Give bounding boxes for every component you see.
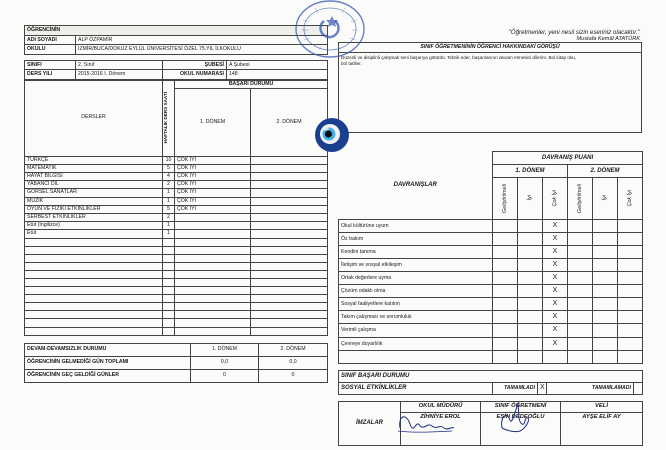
lesson-hours: 2: [163, 181, 175, 189]
teacher-name: ESİN DEDEOĞLU: [481, 412, 561, 445]
lesson-hours: [163, 311, 175, 319]
lesson-term1-grade: [175, 303, 251, 311]
right-page: [338, 25, 642, 430]
lesson-row: [25, 327, 328, 335]
behavior-mark-cell: X: [543, 298, 568, 311]
behavior-name: Takım çalışması ve sorumluluk: [339, 311, 493, 324]
behavior-level-header: [618, 177, 643, 219]
behavior-empty-cell: [518, 350, 543, 363]
not-completed-label: TAMAMLAMADI: [547, 382, 634, 394]
behavior-empty-cell: [593, 350, 618, 363]
behavior-term1: 1. DÖNEM: [493, 164, 568, 177]
lesson-name: MÜZİK: [25, 197, 163, 205]
quote-text: "Öğretmenler, yeni nesil sizin eseriniz olacaktır.": [508, 29, 640, 36]
lesson-hours: [163, 238, 175, 246]
behavior-mark-cell: [518, 258, 543, 271]
lesson-term2-grade: [251, 189, 328, 197]
behavior-row: [339, 324, 643, 337]
behavior-row: [339, 298, 643, 311]
behavior-mark-cell: [568, 272, 593, 285]
completed-label: TAMAMLADI: [493, 382, 538, 394]
lesson-term1-grade: [175, 222, 251, 230]
behavior-empty-cell: [618, 350, 643, 363]
lesson-term2-grade: [251, 222, 328, 230]
school-value: İZMİR/BUCA/DOKUZ EYLÜL ÜNİVERSİTESİ ÖZEL 75.YIL İLKOKULU: [76, 45, 328, 55]
behavior-name: Sosyal faaliyetlere katılım: [339, 298, 493, 311]
behavior-name: Verimli çalışma: [339, 324, 493, 337]
lesson-name: [25, 262, 163, 270]
lesson-row: [25, 164, 328, 172]
lesson-hours: [163, 262, 175, 270]
behavior-label: DAVRANIŞLAR: [393, 181, 437, 188]
behavior-row: [339, 245, 643, 258]
behavior-empty-cell: [339, 350, 493, 363]
lesson-term1-grade: [175, 319, 251, 327]
completed-checkbox[interactable]: X: [538, 382, 547, 394]
name-label: ADI SOYADI: [25, 35, 76, 45]
behavior-name: Öz bakım: [339, 232, 493, 245]
lesson-hours: [163, 279, 175, 287]
lesson-term1-grade: [175, 270, 251, 278]
evil-eye-bead-icon: [314, 117, 350, 153]
lesson-hours: 1: [163, 222, 175, 230]
lesson-name: [25, 279, 163, 287]
behavior-mark-cell: X: [543, 232, 568, 245]
behavior-mark-cell: [493, 258, 518, 271]
lesson-term1-grade: [175, 246, 251, 254]
behavior-level-label: Çok İyi: [551, 189, 558, 207]
behavior-level-header: [593, 177, 618, 219]
lesson-row: [25, 238, 328, 246]
behavior-mark-cell: [618, 285, 643, 298]
behavior-mark-cell: [593, 219, 618, 232]
lesson-term2-grade: [251, 205, 328, 213]
ataturk-quote: [478, 29, 640, 43]
lesson-term1-grade: [175, 327, 251, 335]
lesson-term2-grade: [251, 172, 328, 180]
lesson-term2-grade: [251, 303, 328, 311]
lesson-term2-grade: [251, 279, 328, 287]
behavior-row: [339, 311, 643, 324]
behavior-mark-cell: [568, 245, 593, 258]
lesson-term2-grade: [251, 287, 328, 295]
behavior-name: İletişim ve sosyal etkileşim: [339, 258, 493, 271]
lesson-name: TÜRKÇE: [25, 156, 163, 164]
principal-title: OKUL MÜDÜRÜ: [401, 401, 481, 412]
class-value: 2. Sınıf: [76, 60, 163, 70]
lesson-row: [25, 222, 328, 230]
lesson-row: [25, 230, 328, 238]
lesson-term1-grade: ÇOK İYİ: [175, 172, 251, 180]
behavior-term2: 2. DÖNEM: [568, 164, 643, 177]
behavior-name: Çevreye duyarlılık: [339, 337, 493, 350]
behavior-name: Çözüm odaklı olma: [339, 285, 493, 298]
branch-value: A Şubesi: [227, 60, 328, 70]
left-page: [24, 25, 327, 430]
behavior-mark-cell: [518, 232, 543, 245]
student-info-table: [24, 25, 328, 80]
class-success-table: [338, 370, 643, 395]
lesson-name: [25, 238, 163, 246]
lesson-row: [25, 246, 328, 254]
behavior-mark-cell: [493, 245, 518, 258]
lesson-name: GÖRSEL SANATLAR: [25, 189, 163, 197]
lesson-hours: [163, 319, 175, 327]
lesson-name: [25, 319, 163, 327]
lesson-term1-grade: [175, 254, 251, 262]
behavior-mark-cell: [568, 311, 593, 324]
behavior-mark-cell: [593, 272, 618, 285]
behavior-mark-cell: [568, 232, 593, 245]
lesson-term1-grade: [175, 295, 251, 303]
behavior-mark-cell: [518, 337, 543, 350]
behavior-mark-cell: [518, 272, 543, 285]
opinion-table: [338, 42, 642, 133]
lesson-name: YABANCI DİL: [25, 181, 163, 189]
school-label: OKULU: [25, 45, 76, 55]
lesson-row: [25, 213, 328, 221]
behavior-mark-cell: [618, 232, 643, 245]
behavior-row: [339, 258, 643, 271]
lesson-row: [25, 156, 328, 164]
behavior-mark-cell: X: [543, 258, 568, 271]
opinion-title: SINIF ÖĞRETMENİNİN ÖĞRENCİ HAKKINDAKİ GÖRÜŞÜ: [339, 43, 642, 53]
quote-author: Mustafa Kemâl ATATÜRK: [576, 36, 640, 42]
behavior-mark-cell: [593, 285, 618, 298]
term2-header: 2. DÖNEM: [251, 88, 328, 156]
behavior-row: [339, 232, 643, 245]
lesson-term2-grade: [251, 230, 328, 238]
lesson-name: Etüt: [25, 230, 163, 238]
behavior-empty-cell: [543, 350, 568, 363]
behavior-row: [339, 285, 643, 298]
late-days-term1: 0: [191, 369, 259, 382]
lesson-row: [25, 295, 328, 303]
lesson-hours: [163, 327, 175, 335]
lesson-hours: 4: [163, 172, 175, 180]
behavior-row: [339, 272, 643, 285]
behavior-mark-cell: [493, 311, 518, 324]
attendance-table: [24, 343, 328, 383]
lesson-hours: 10: [163, 156, 175, 164]
not-completed-checkbox[interactable]: [634, 382, 643, 394]
behavior-level-label: Geliştirilmeli: [501, 183, 508, 213]
behavior-mark-cell: [493, 272, 518, 285]
lesson-hours: [163, 303, 175, 311]
teacher-title: SINIF ÖĞRETMENİ: [481, 401, 561, 412]
lesson-name: [25, 270, 163, 278]
lesson-name: MATEMATİK: [25, 164, 163, 172]
lesson-term1-grade: [175, 279, 251, 287]
absent-days-term2: 0,0: [259, 356, 328, 369]
lesson-hours: 5: [163, 205, 175, 213]
behavior-level-label: İyi: [526, 195, 533, 201]
behavior-mark-cell: [568, 219, 593, 232]
status-header: BAŞARI DURUMU: [175, 80, 328, 88]
behavior-mark-cell: [518, 311, 543, 324]
teacher-signature: [494, 398, 534, 434]
behavior-level-label: Geliştirilmeli: [576, 183, 583, 213]
behavior-level-header: [493, 177, 518, 219]
attendance-term2: 2. DÖNEM: [259, 343, 328, 356]
lesson-name: SERBEST ETKİNLİKLER: [25, 213, 163, 221]
number-value: 148: [227, 70, 328, 80]
class-label: SINIFI: [25, 60, 76, 70]
lesson-row: [25, 205, 328, 213]
behavior-mark-cell: [568, 298, 593, 311]
absent-days-term1: 0,0: [191, 356, 259, 369]
attendance-term1: 1. DÖNEM: [191, 343, 259, 356]
behavior-mark-cell: X: [543, 311, 568, 324]
behavior-mark-cell: [568, 324, 593, 337]
late-days-term2: 0: [259, 369, 328, 382]
opinion-text-cell: [339, 52, 642, 132]
behavior-row-empty: [339, 350, 643, 363]
lesson-hours: [163, 246, 175, 254]
behavior-mark-cell: X: [543, 337, 568, 350]
year-label: DERS YILI: [25, 70, 76, 80]
lesson-name: [25, 327, 163, 335]
behavior-mark-cell: [618, 324, 643, 337]
lessons-table: [24, 80, 328, 336]
behavior-row: [339, 337, 643, 350]
behavior-header: DAVRANIŞ PUANI: [493, 151, 643, 164]
behavior-level-header: [543, 177, 568, 219]
behavior-name: Okul kültürüne uyum: [339, 219, 493, 232]
behavior-mark-cell: [593, 258, 618, 271]
lesson-term1-grade: ÇOK İYİ: [175, 189, 251, 197]
lesson-term2-grade: [251, 295, 328, 303]
behavior-mark-cell: X: [543, 324, 568, 337]
lesson-term1-grade: [175, 287, 251, 295]
lesson-hours: 1: [163, 189, 175, 197]
behavior-mark-cell: [518, 219, 543, 232]
behavior-level-label: Çok İyi: [626, 189, 633, 207]
behavior-level-label: İyi: [601, 195, 608, 201]
lesson-term2-grade: [251, 164, 328, 172]
lessons-header: DERSLER: [25, 80, 163, 156]
behavior-mark-cell: [593, 311, 618, 324]
behavior-mark-cell: [568, 258, 593, 271]
behavior-mark-cell: [593, 337, 618, 350]
lesson-hours: 2: [163, 213, 175, 221]
behavior-mark-cell: X: [543, 272, 568, 285]
behavior-mark-cell: [493, 324, 518, 337]
lesson-name: [25, 303, 163, 311]
lesson-term1-grade: ÇOK İYİ: [175, 205, 251, 213]
behavior-level-header: [568, 177, 593, 219]
behavior-empty-cell: [493, 350, 518, 363]
lesson-row: [25, 172, 328, 180]
behavior-mark-cell: [518, 324, 543, 337]
behavior-mark-cell: [593, 245, 618, 258]
lesson-name: Etüt (İngilizce): [25, 222, 163, 230]
lesson-name: [25, 287, 163, 295]
attendance-title: DEVAM-DEVAMSIZLIK DURUMU: [25, 343, 191, 356]
behavior-mark-cell: X: [543, 285, 568, 298]
term1-header: 1. DÖNEM: [175, 88, 251, 156]
behavior-mark-cell: [493, 232, 518, 245]
behavior-table: [338, 151, 643, 364]
lesson-name: HAYAT BİLGİSİ: [25, 172, 163, 180]
lesson-term2-grade: [251, 156, 328, 164]
lesson-row: [25, 303, 328, 311]
lesson-term1-grade: ÇOK İYİ: [175, 197, 251, 205]
behavior-mark-cell: [593, 232, 618, 245]
school-seal-stamp: [289, 0, 371, 62]
number-label: OKUL NUMARASI: [163, 70, 227, 80]
principal-name: ZİHNİYE EROL: [401, 412, 481, 445]
opinion-text-1: Düzenli ve disiplinli çalışmak seni başarıya götürdü. Tebrik eder, başarılarının devam etmesini dilerim. Bol kitap oku,: [341, 54, 577, 60]
year-value: 2015-2016 I. Dönem: [76, 70, 163, 80]
lesson-term2-grade: [251, 197, 328, 205]
lesson-term2-grade: [251, 238, 328, 246]
branch-label: ŞUBESİ: [163, 60, 227, 70]
lesson-term1-grade: ÇOK İYİ: [175, 181, 251, 189]
lesson-row: [25, 279, 328, 287]
behavior-mark-cell: [518, 298, 543, 311]
hours-header-text: HAFTALIK DERS SAATİ: [163, 92, 168, 144]
lesson-hours: [163, 287, 175, 295]
lesson-name: [25, 295, 163, 303]
behavior-mark-cell: [493, 285, 518, 298]
lesson-term1-grade: [175, 238, 251, 246]
behavior-mark-cell: [518, 245, 543, 258]
lesson-hours: [163, 270, 175, 278]
lesson-name: [25, 246, 163, 254]
behavior-mark-cell: [618, 298, 643, 311]
lesson-term2-grade: [251, 213, 328, 221]
lesson-term1-grade: ÇOK İYİ: [175, 156, 251, 164]
principal-signature: [394, 404, 458, 434]
lesson-term1-grade: [175, 262, 251, 270]
lesson-row: [25, 254, 328, 262]
behavior-mark-cell: [518, 285, 543, 298]
behavior-mark-cell: [618, 272, 643, 285]
lesson-term1-grade: ÇOK İYİ: [175, 164, 251, 172]
lesson-row: [25, 262, 328, 270]
lesson-term2-grade: [251, 319, 328, 327]
behavior-mark-cell: [593, 324, 618, 337]
class-success-title: SINIF BAŞARI DURUMU: [339, 370, 643, 382]
opinion-text-2: bol tatiller.: [341, 60, 362, 66]
behavior-mark-cell: X: [543, 245, 568, 258]
hours-header: [163, 80, 175, 156]
behavior-name: Kendini tanıma: [339, 245, 493, 258]
absent-days-label: ÖĞRENCİNİN GELMEDİĞİ GÜN TOPLAMI: [25, 356, 191, 369]
lesson-hours: 1: [163, 197, 175, 205]
lesson-hours: [163, 254, 175, 262]
signatures-label: İMZALAR: [339, 401, 401, 445]
lesson-term2-grade: [251, 311, 328, 319]
lesson-term2-grade: [251, 327, 328, 335]
behavior-row: [339, 219, 643, 232]
behavior-mark-cell: [568, 285, 593, 298]
lesson-hours: 5: [163, 164, 175, 172]
behavior-empty-cell: [568, 350, 593, 363]
parent-title: VELİ: [561, 401, 643, 412]
lesson-hours: 1: [163, 230, 175, 238]
lesson-row: [25, 197, 328, 205]
student-section-title: ÖĞRENCİNİN: [25, 26, 328, 36]
behavior-mark-cell: [618, 219, 643, 232]
behavior-mark-cell: [493, 337, 518, 350]
lesson-term1-grade: [175, 230, 251, 238]
late-days-label: ÖĞRENCİNİN GEÇ GELDİĞİ GÜNLER: [25, 369, 191, 382]
lesson-name: [25, 254, 163, 262]
lesson-row: [25, 181, 328, 189]
lesson-term2-grade: [251, 254, 328, 262]
behavior-name: Ortak değerlere uyma: [339, 272, 493, 285]
lesson-rows: [25, 156, 328, 335]
lesson-row: [25, 319, 328, 327]
behavior-mark-cell: [618, 245, 643, 258]
signatures-table: [338, 401, 643, 446]
behavior-mark-cell: [568, 337, 593, 350]
lesson-row: [25, 311, 328, 319]
behavior-mark-cell: [593, 298, 618, 311]
behavior-mark-cell: X: [543, 219, 568, 232]
lesson-term2-grade: [251, 181, 328, 189]
behavior-level-header: [518, 177, 543, 219]
lesson-term1-grade: [175, 311, 251, 319]
social-activities-label: SOSYAL ETKİNLİKLER: [339, 382, 493, 394]
lesson-name: [25, 311, 163, 319]
parent-name: AYŞE ELİF AY: [561, 412, 643, 445]
behavior-mark-cell: [493, 219, 518, 232]
lesson-name: OYUN VE FİZİKİ ETKİNLİKLER: [25, 205, 163, 213]
lesson-term1-grade: [175, 213, 251, 221]
lesson-term2-grade: [251, 262, 328, 270]
name-value: ALP ÖZPAMİR: [76, 35, 328, 45]
behavior-label-cell: [339, 151, 493, 219]
lesson-term2-grade: [251, 246, 328, 254]
behavior-mark-cell: [618, 258, 643, 271]
behavior-mark-cell: [618, 311, 643, 324]
lesson-row: [25, 270, 328, 278]
behavior-rows: [339, 219, 643, 363]
lesson-row: [25, 287, 328, 295]
lesson-row: [25, 189, 328, 197]
behavior-mark-cell: [493, 298, 518, 311]
lesson-hours: [163, 295, 175, 303]
behavior-mark-cell: [618, 337, 643, 350]
lesson-term2-grade: [251, 270, 328, 278]
